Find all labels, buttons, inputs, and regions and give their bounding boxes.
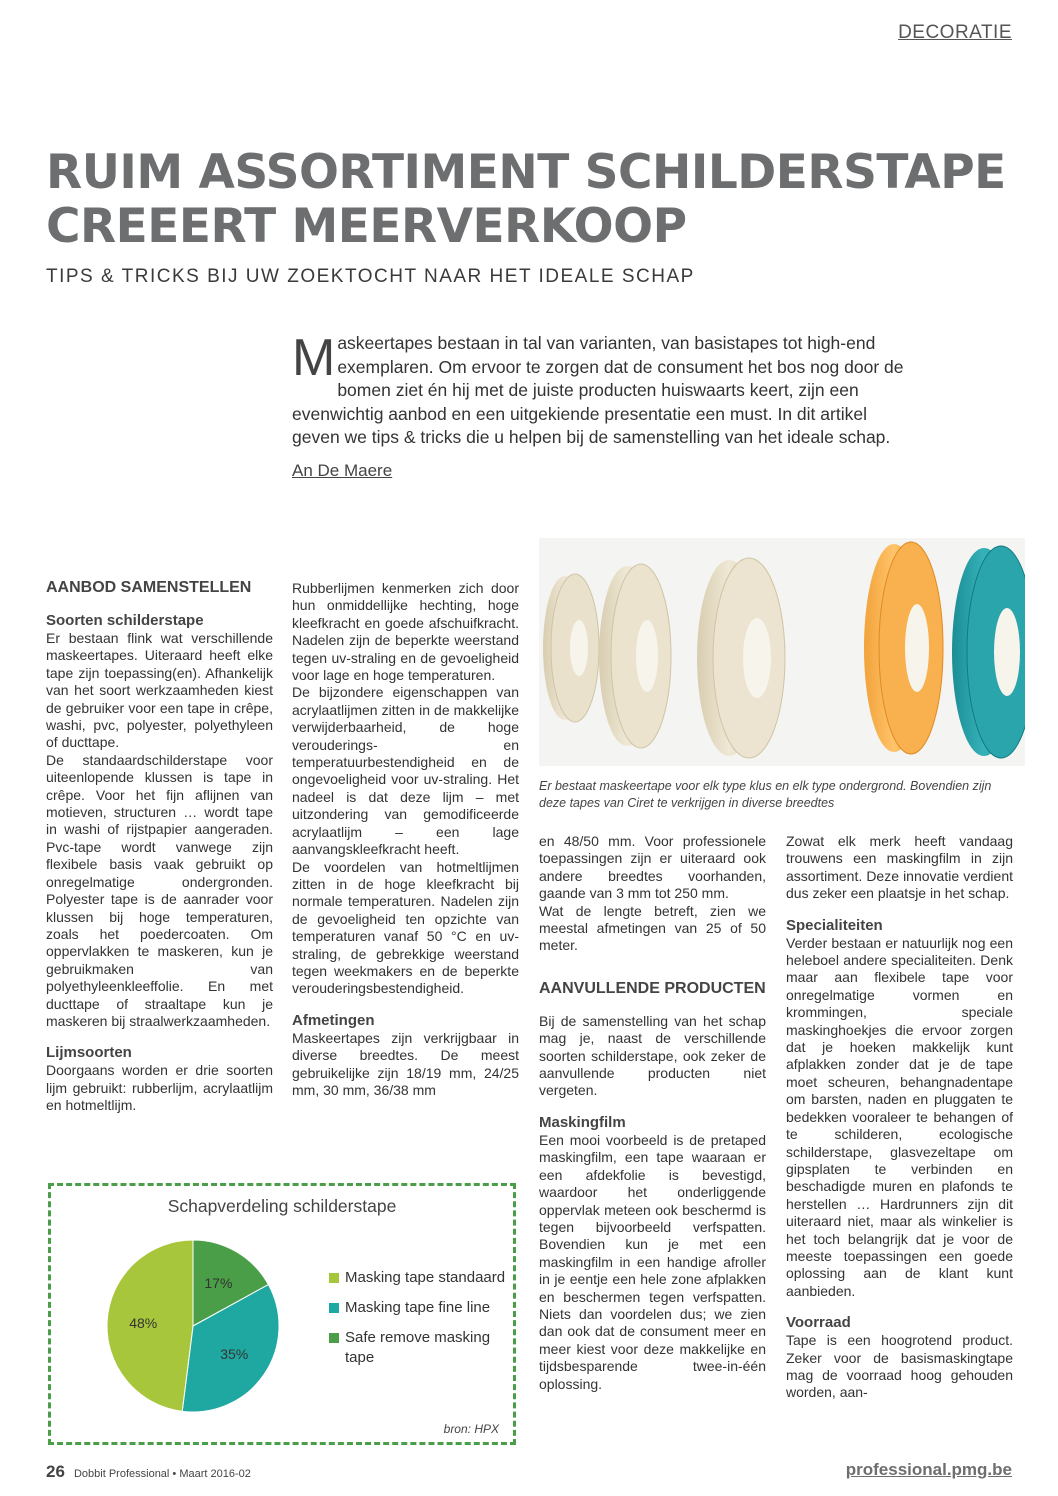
article-intro: [292, 329, 912, 450]
paragraph: Bij de samenstelling van het schap mag je, naast de verschillende soorten schilderstape, ook zeker de aanvullende producten niet vergeten.: [539, 1012, 766, 1099]
legend-item: [329, 1268, 509, 1288]
subheading-maskingfilm: Maskingfilm: [539, 1113, 626, 1131]
column-2: [292, 580, 519, 1099]
paragraph: Verder bestaan er natuurlijk nog een heleboel andere specialiteiten. Denk maar aan flexibele tape voor onregelmatige vormen en krommingen, speciale maskinghoekjes die ervoor zorgen dat je hoeken makkelijk kunt afplakken zonder dat je de tape moet scheuren, behangnadentape om barsten, naden en pluggaten te bedekken vooraleer te behangen of te schilderen, ecologische schilderstape, glasvezeltape om gipsplaten te verbinden en beschadigde muren en plafonds te herstellen … Hardrunners zijn dit uiteraard niet, maar als winkelier is het toch belangrijk dat je voor de meeste toepassingen een goede oplossing aan de klant kunt aanbieden.: [786, 934, 1013, 1299]
legend-swatch: [329, 1303, 339, 1313]
photo-caption: Er bestaat maskeertape voor elk type klus en elk type ondergrond. Bovendien zijn deze tapes van Ciret te verkrijgen in diverse breedtes: [539, 779, 992, 810]
section-tag: DECORATIE: [898, 22, 1012, 43]
section-heading-aanbod: AANBOD SAMENSTELLEN: [46, 579, 252, 596]
drop-cap: M: [292, 329, 336, 387]
website-link[interactable]: professional.pmg.be: [845, 1460, 1012, 1479]
legend-label: Masking tape fine line: [345, 1299, 491, 1316]
subheading-soorten: Soorten schilderstape: [46, 612, 204, 629]
paragraph: De standaardschilderstape voor uiteenlopende klussen is tape in crêpe. Voor het fijn aflijnen van motieven, structuren … wordt tape in washi of rijstpapier aangeraden. Pvc-tape wordt vanwege zijn flexibele basis vaak gebruikt op onregelmatige ondergronden. Polyester tape is de aanrader voor klussen bij hoge temperaturen, zoals het poedercoaten. Om oppervlakken te maskeren, kun je gebruikmaken van polyethyleenkleeffolie. En met ducttape of straaltape kun je maskeren bij straalwerkzaamheden.: [46, 751, 273, 1029]
subheading-lijmsoorten: Lijmsoorten: [46, 1044, 132, 1062]
article-headline: RUIM ASSORTIMENT SCHILDERSTAPE CREEERT MEERVERKOOP: [46, 145, 1006, 254]
paragraph: en 48/50 mm. Voor professionele toepassingen zijn er uiteraard ook andere breedtes voorhanden, gaande van 3 mm tot 250 mm.: [539, 833, 766, 902]
legend-item: [329, 1328, 509, 1368]
paragraph: Tape is een hoogrotend product. Zeker voor de basismaskingtape mag de voorraad hoog gehouden worden, aan-: [786, 1332, 1013, 1401]
pie-slice-label: 48%: [129, 1314, 158, 1331]
paragraph: Maskeertapes zijn verkrijgbaar in diverse breedtes. De meest gebruikelijke zijn 18/19 mm, 24/25 mm, 30 mm, 36/38 mm: [292, 1029, 519, 1098]
paragraph: De bijzondere eigenschappen van acrylaatlijmen zitten in de makkelijke verwijderbaarheid, de hoge verouderings- en temperatuurbestendigheid en de ongevoeligheid voor uv-straling. Het nadeel is dat deze lijm – met uitzondering van gemodificeerde acrylaatlijm – een lage aanvangskleefkracht heeft.: [292, 684, 519, 858]
legend-swatch: [329, 1333, 339, 1343]
subheading-specialiteiten: Specialiteiten: [786, 916, 883, 934]
chart-title: Schapverdeling schilderstape: [167, 1196, 397, 1216]
chart-source: bron: HPX: [443, 1422, 499, 1436]
footer-left: [46, 1462, 251, 1482]
paragraph: Zowat elk merk heeft vandaag trouwens een maskingfilm in zijn assortiment. Deze innovatie verdient dus zeker een plaatsje in het schap.: [786, 833, 1013, 902]
author-link[interactable]: An De Maere: [292, 461, 393, 480]
article-subtitle: TIPS & TRICKS BIJ UW ZOEKTOCHT NAAR HET IDEALE SCHAP: [46, 266, 695, 287]
intro-text: askeertapes bestaan in tal van varianten, van basistapes tot high-end exemplaren. Om ervoor te zorgen dat de consument het bos nog door de bomen ziet én hij met de juiste producten huiswaarts keert, zijn een evenwichtig aanbod en een uitgekiende presentatie een must. In dit artikel geven we tips & tricks die u helpen bij de samenstelling van het ideale schap.: [292, 333, 904, 447]
column-3: [539, 833, 766, 1393]
paragraph: Doorgaans worden er drie soorten lijm gebruikt: rubberlijm, acrylaatlijm en hotmeltlijm.: [46, 1062, 273, 1114]
column-4: [786, 833, 1013, 1402]
pie-chart-box: [48, 1183, 516, 1445]
pie-chart: [103, 1236, 283, 1416]
tape-rolls-photo: [539, 538, 1025, 766]
legend-swatch: [329, 1273, 339, 1283]
column-1: [46, 578, 273, 1115]
subheading-afmetingen: Afmetingen: [292, 1011, 375, 1029]
paragraph: Wat de lengte betreft, zien we meestal afmetingen van 25 of 50 meter.: [539, 902, 766, 954]
legend-label: Safe remove masking tape: [345, 1329, 491, 1366]
paragraph: Er bestaan flink wat verschillende maskeertapes. Uiteraard heeft elke tape zijn toepassing(en). Afhankelijk van het soort werkzaamheden kiest de gebruiker voor een tape in crêpe, washi, pvc, polyester, polyethyleen of ducttape.: [46, 630, 273, 751]
chart-legend: [329, 1268, 509, 1378]
publication-info: Dobbit Professional • Maart 2016-02: [73, 1468, 251, 1480]
paragraph: Een mooi voorbeeld is de pretaped maskingfilm, een tape waaraan er een afdekfolie is bevestigd, waardoor het onderliggende oppervlak meteen ook beschermd is tegen bijvoorbeeld verfspatten. Bovendien kun je met een maskingfilm in een handige afroller in je eentje een hele zone afplakken en beschermen tegen verfspatten. Niets dan voordelen dus; we zien dan ook dat de consument meer en meer kiest voor deze makkelijke en tijdsbesparende twee-in-één oplossing.: [539, 1131, 766, 1392]
section-heading-aanvullend: AANVULLENDE PRODUCTEN: [539, 979, 766, 997]
tape-rolls-illustration: [539, 538, 1025, 766]
pie-slice-label: 17%: [204, 1275, 233, 1292]
legend-label: Masking tape standaard: [345, 1269, 506, 1286]
subheading-voorraad: Voorraad: [786, 1314, 851, 1332]
paragraph: Rubberlijmen kenmerken zich door hun onmiddellijke hechting, hoge kleefkracht en goede afschuifkracht. Nadelen zijn de beperkte weerstand tegen uv-straling en de gevoeligheid voor lage en hoge temperaturen.: [292, 580, 519, 684]
page-number: 26: [46, 1462, 65, 1481]
legend-item: [329, 1298, 509, 1318]
paragraph: De voordelen van hotmeltlijmen zitten in de hoge kleefkracht bij normale temperaturen. Nadelen zijn de gevoeligheid ten opzichte van temperaturen vanaf 50 °C en uv-straling, de gebrekkige weerstand tegen weekmakers en de beperkte verouderingsbestendigheid.: [292, 858, 519, 997]
pie-slice-label: 35%: [220, 1346, 249, 1363]
